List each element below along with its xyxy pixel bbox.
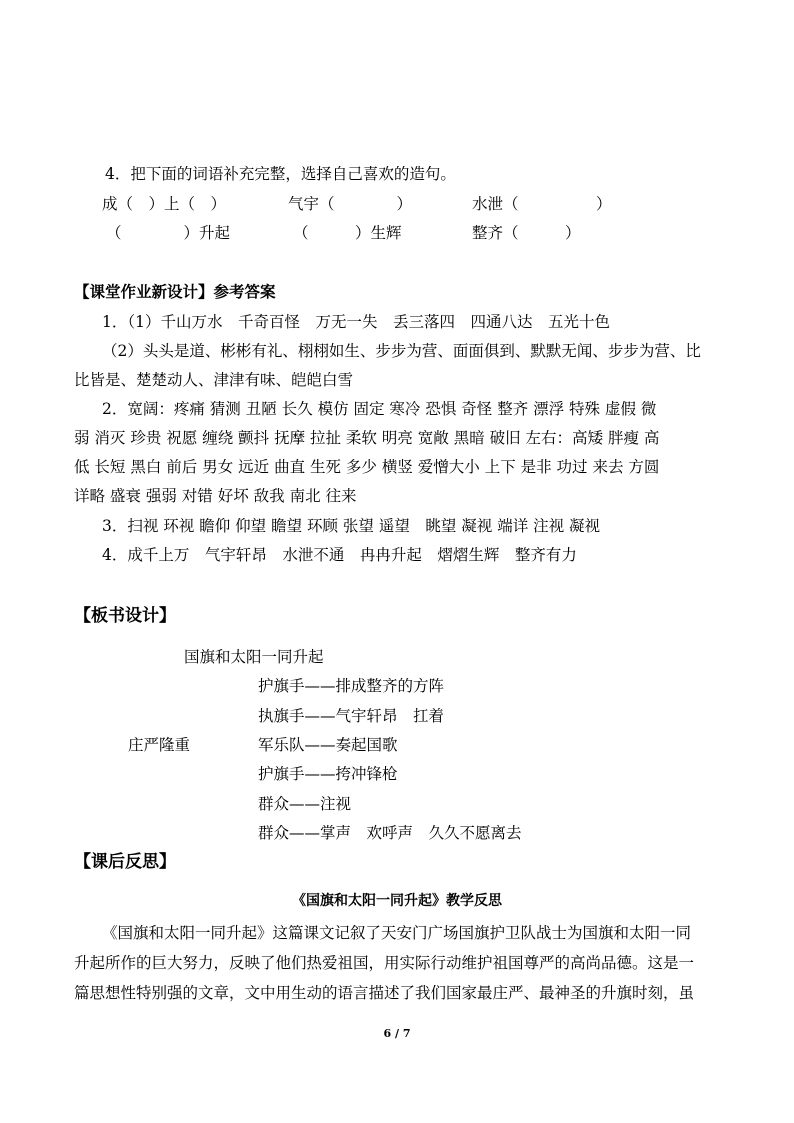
answer-1-part-1: 1．（1）千山万水 千奇百怪 万无一失 丢三落四 四通八达 五光十色 [102, 313, 610, 331]
q4-item-1: 成（ ）上（ ） [102, 195, 227, 213]
reflection-heading: 【课后反思】 [74, 852, 176, 872]
answer-1-part-2-line-1: （2）头头是道、彬彬有礼、栩栩如生、步步为营、面面俱到、默默无闻、步步为营、比 [102, 342, 701, 360]
answers-heading: 【课堂作业新设计】参考答案 [74, 282, 276, 301]
q4-item-5: （ ）生辉 [293, 224, 402, 242]
board-line-3: 军乐队——奏起国歌 [258, 736, 398, 754]
reflection-paragraph-line-3: 篇思想性特别强的文章，文中用生动的语言描述了我们国家最庄严、最神圣的升旗时刻，虽 [74, 984, 695, 1002]
question-4-title: 4．把下面的词语补充完整，选择自己喜欢的造句。 [105, 165, 456, 183]
reflection-title: 《国旗和太阳一同升起》教学反思 [292, 893, 502, 909]
answer-3: 3．扫视 环视 瞻仰 仰望 瞻望 环顾 张望 遥望 眺望 凝视 端详 注视 凝视 [102, 517, 601, 535]
answer-2-line-3: 低 长短 黑白 前后 男女 远近 曲直 生死 多少 横竖 爱憎大小 上下 是非 功过 来去 方圆 [74, 458, 660, 476]
q4-item-2: 气宇（ ） [288, 195, 413, 213]
answer-2-line-4: 详略 盛衰 强弱 对错 好坏 敌我 南北 往来 [74, 487, 357, 505]
q4-item-6: 整齐（ ） [472, 224, 581, 242]
reflection-paragraph-line-2: 升起所作的巨大努力，反映了他们热爱祖国，用实际行动维护祖国尊严的高尚品德。这是一 [74, 954, 695, 972]
board-line-1: 护旗手——排成整齐的方阵 [258, 677, 445, 695]
answer-1-part-2-line-2: 比皆是、楚楚动人、津津有味、皑皑白雪 [74, 371, 354, 389]
q4-item-4: （ ）升起 [106, 224, 231, 242]
answer-2-line-2: 弱 消灭 珍贵 祝愿 缠绕 颤抖 抚摩 拉扯 柔软 明亮 宽敞 黑暗 破旧 左右：高矮 胖瘦 高 [74, 429, 660, 447]
answer-2-line-1: 2．宽阔：疼痛 猜测 丑陋 长久 模仿 固定 寒冷 恐惧 奇怪 整齐 漂浮 特殊 虚假 微 [102, 400, 657, 418]
board-side-label: 庄严隆重 [128, 736, 191, 754]
board-title: 国旗和太阳一同升起 [184, 648, 324, 666]
answer-4: 4．成千上万 气宇轩昂 水泄不通 冉冉升起 熠熠生辉 整齐有力 [102, 546, 577, 564]
board-line-6: 群众——掌声 欢呼声 久久不愿离去 [258, 824, 522, 842]
board-heading: 【板书设计】 [74, 606, 176, 626]
page-number: 6 / 7 [383, 1027, 411, 1040]
board-line-5: 群众——注视 [258, 795, 352, 813]
q4-item-3: 水泄（ ） [472, 195, 612, 213]
board-line-2: 执旗手——气宇轩昂 扛着 [258, 707, 445, 725]
board-line-4: 护旗手——挎冲锋枪 [258, 765, 398, 783]
reflection-paragraph-line-1: 《国旗和太阳一同升起》这篇课文记叙了天安门广场国旗护卫队战士为国旗和太阳一同 [102, 924, 692, 942]
